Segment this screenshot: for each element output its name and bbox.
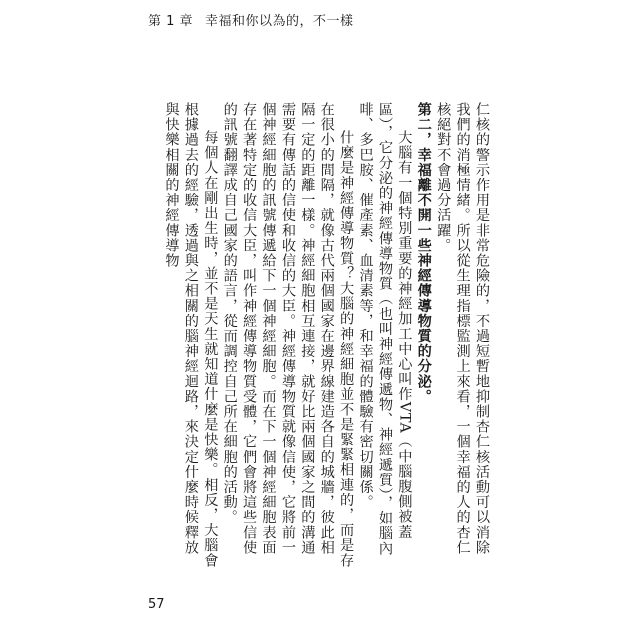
page-number: 57 [148,597,165,612]
running-header [148,10,354,29]
paragraph: 每個人在剛出生時，並不是天生就知道什麼是快樂。相反，大腦會根據過去的經驗，透過與之相關的腦神經迴路，來決定什麼時候釋放與快樂相關的神經傳導物 [163,102,219,569]
body-text [143,102,491,570]
section-heading: 第二，幸福離不開一些神經傳導物質的分泌。 [415,102,432,404]
chapter-number: 第 1 章 [148,14,194,29]
paragraph-continuation: 仁核的警示作用是非常危險的，不過短暫地抑制杏仁核活動可以消除我們的消極情緒。所以從生理指標監測上來看，一個幸福的人的杏仁核絕對不會過分活躍。 [435,102,490,555]
chapter-title: 幸福和你以為的，不一樣 [205,14,354,29]
paragraph: 大腦有一個特別重要的神經加工中心叫作VTA（中腦腹側被蓋區），它分泌的神經傳導物質（也叫神經傳遞物、神經遞質），如腦內啡、多巴胺、催產素、血清素等，和幸福的體驗有密切關係。 [357,102,413,556]
paragraph: 什麼是神經傳導物質？大腦的神經細胞並不是緊緊相連的，而是存在很小的間隔，就像古代兩個國家在邊界線建造各自的城牆，彼此相隔一定的距離一樣。神經細胞相互連接，就好比兩個國家之間的溝通需要有傳話的信使和收信的大臣。神經傳導物質就像信使，它將前一個神經細胞的訊號傳遞給下一個神經細胞。而在下一個神經細胞表面存在著特定的收信大臣，叫作神經傳導物質受體，它們會將這些信使的訊號翻譯成自己國家的語言，從而調控自己所在細胞的活動。 [221,102,355,569]
